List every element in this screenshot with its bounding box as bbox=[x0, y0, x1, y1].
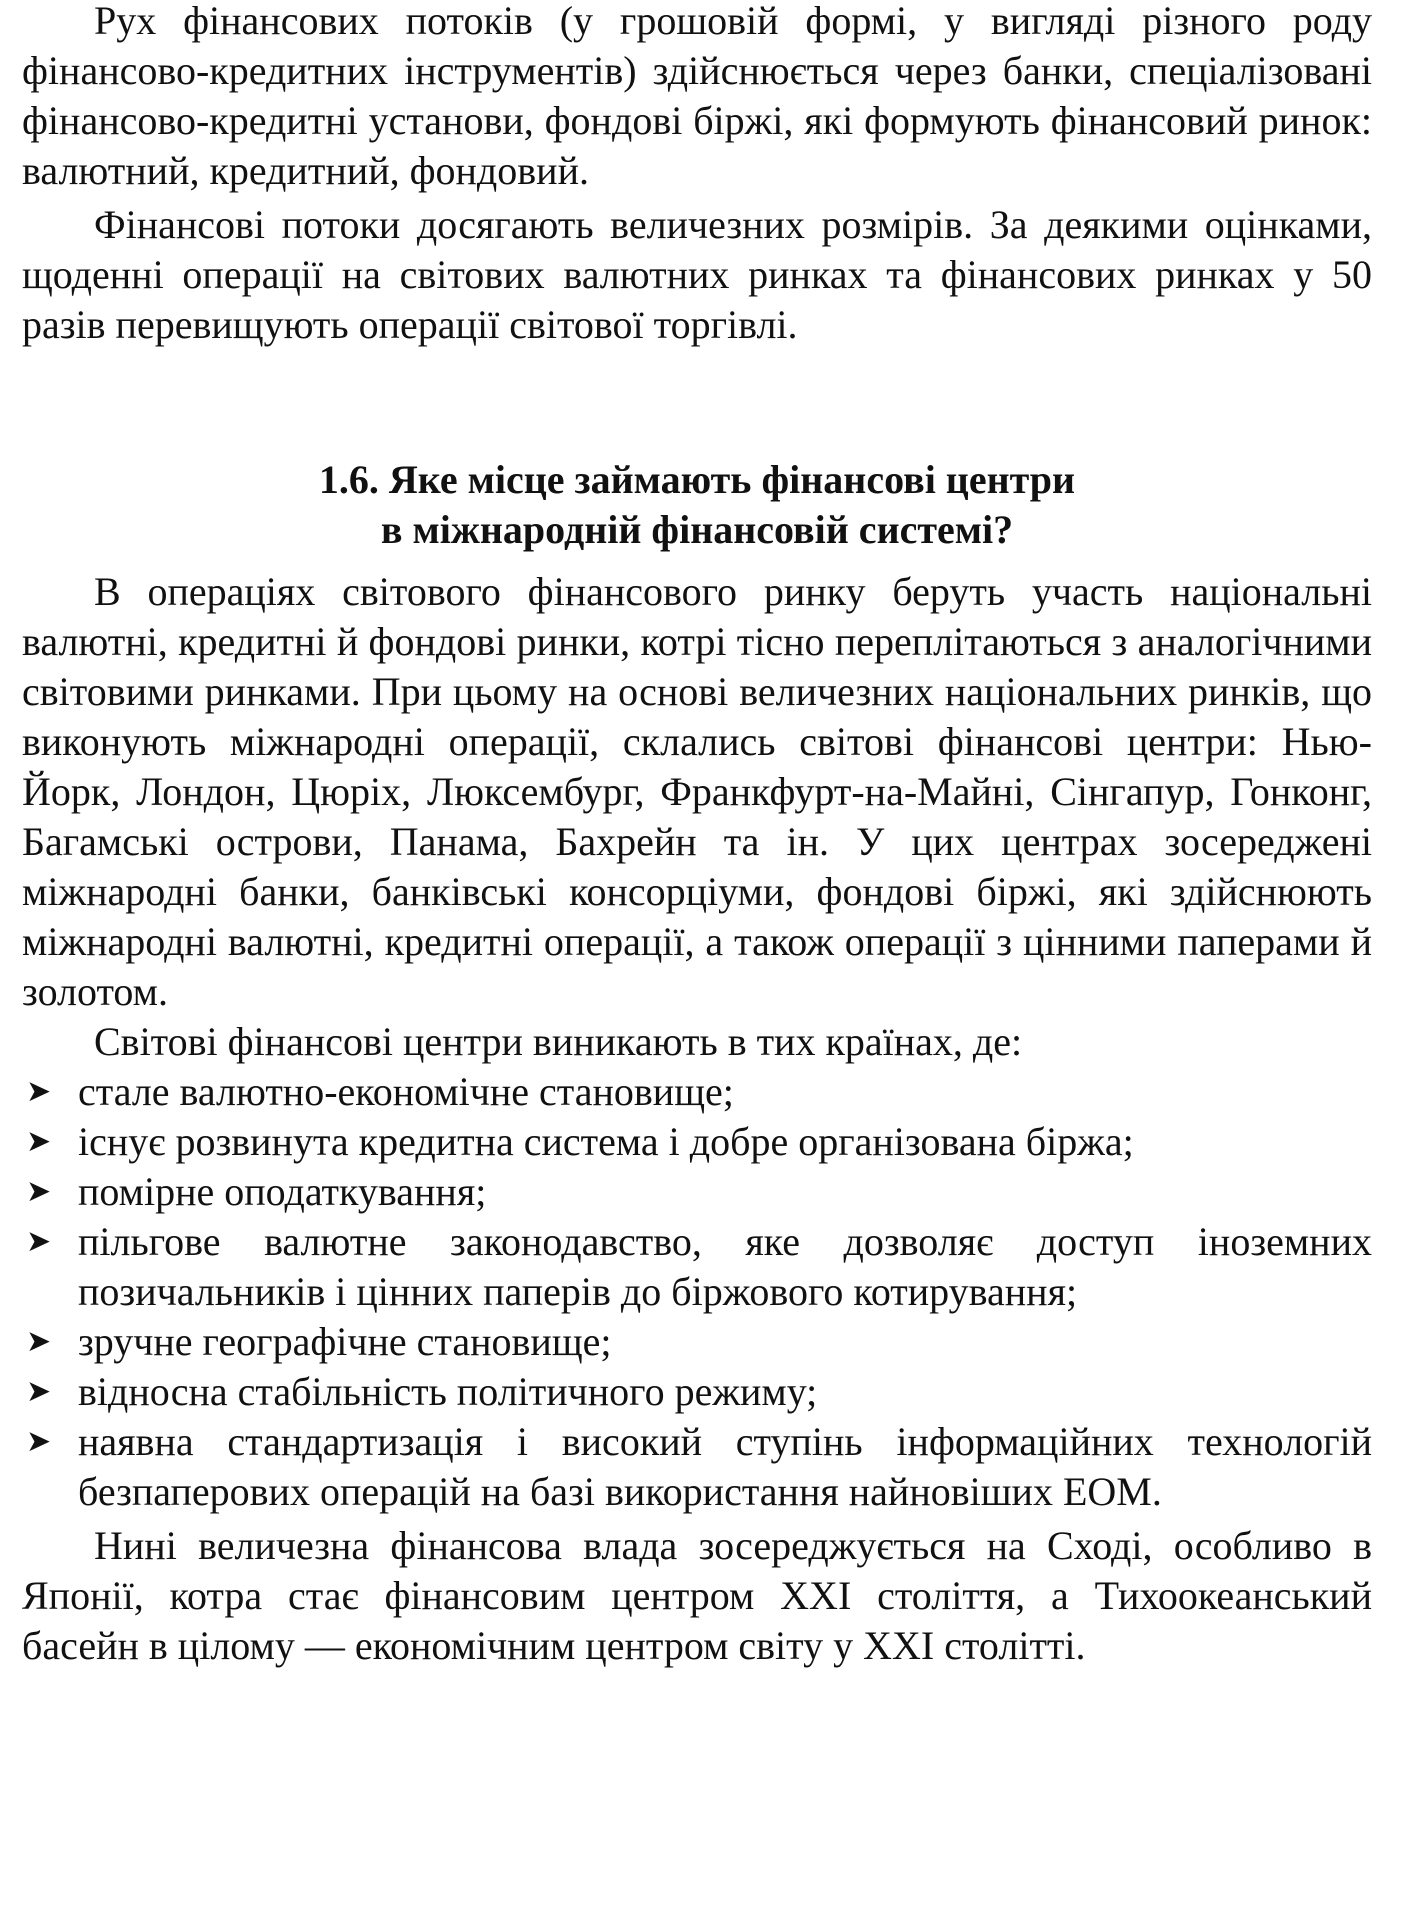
list-item bbox=[22, 1367, 1372, 1417]
list-item-text: стале валютно-економічне становище; bbox=[78, 1069, 734, 1114]
arrowhead-icon: ➤ bbox=[26, 1224, 52, 1259]
arrowhead-icon: ➤ bbox=[26, 1174, 52, 1209]
intro-paragraph-2: Фінансові потоки досягають величезних розмірів. За деякими оцінками, щоденні операції на світових валютних ринках та фінансових ринках у 50 разів перевищують операції світової торгівлі. bbox=[22, 202, 1372, 347]
list-item-text: наявна стандартизація і високий ступінь інформаційних технологій безпаперових операцій на базі використання найновіших ЕОМ. bbox=[78, 1419, 1372, 1514]
section-heading bbox=[22, 455, 1372, 555]
list-item-text: існує розвинута кредитна система і добре організована біржа; bbox=[78, 1119, 1134, 1164]
document-page bbox=[22, 0, 1372, 1671]
section-paragraph-1: В операціях світового фінансового ринку беруть участь національні валютні, кредитні й фондові ринки, котрі тісно переплітаються з аналогічними світовими ринками. При цьому на основі величезних національних ринків, що виконують міжнародні операції, склались світові фінансові центри: Нью-Йорк, Лондон, Цюріх, Люксембург, Франкфурт-на-Майні, Сінгапур, Гонконг, Багамські острови, Панама, Бахрейн та ін. У цих центрах зосереджені міжнародні банки, банківські консорціуми, фондові біржі, які здійснюють міжнародні валютні, кредитні операції, а також операції з цінними паперами й золотом. bbox=[22, 569, 1372, 1014]
list-item-text: зручне географічне становище; bbox=[78, 1319, 612, 1364]
closing-paragraph: Нині величезна фінансова влада зосереджується на Сході, особливо в Японії, котра стає фінансовим центром XXI століття, а Тихоокеанський басейн в цілому — економічним центром світу у XXI столітті. bbox=[22, 1523, 1372, 1668]
list-item bbox=[22, 1417, 1372, 1517]
arrowhead-icon: ➤ bbox=[26, 1324, 52, 1359]
list-item bbox=[22, 1117, 1372, 1167]
section-heading-line-1: 1.6. Яке місце займають фінансові центри bbox=[318, 457, 1076, 502]
list-item-text: відносна стабільність політичного режиму; bbox=[78, 1369, 818, 1414]
intro-paragraph-1: Рух фінансових потоків (у грошовій формі, у вигляді різного роду фінансово-кредитних інструментів) здійснюється через банки, спеціалізовані фінансово-кредитні установи, фондові біржі, які формують фінансовий ринок: валютний, кредитний, фондовий. bbox=[22, 0, 1372, 193]
list-item bbox=[22, 1167, 1372, 1217]
list-item-text: помірне оподаткування; bbox=[78, 1169, 487, 1214]
list-item bbox=[22, 1317, 1372, 1367]
arrowhead-icon: ➤ bbox=[26, 1374, 52, 1409]
list-item bbox=[22, 1217, 1372, 1317]
list-item bbox=[22, 1067, 1372, 1117]
arrowhead-icon: ➤ bbox=[26, 1424, 52, 1459]
list-intro: Світові фінансові центри виникають в тих країнах, де: bbox=[94, 1019, 1023, 1064]
section-heading-line-2: в міжнародній фінансовій системі? bbox=[380, 507, 1014, 552]
arrowhead-icon: ➤ bbox=[26, 1124, 52, 1159]
arrowhead-icon: ➤ bbox=[26, 1074, 52, 1109]
conditions-list bbox=[22, 1067, 1372, 1517]
list-item-text: пільгове валютне законодавство, яке дозволяє доступ іноземних позичальників і цінних паперів до біржового котирування; bbox=[78, 1219, 1372, 1314]
